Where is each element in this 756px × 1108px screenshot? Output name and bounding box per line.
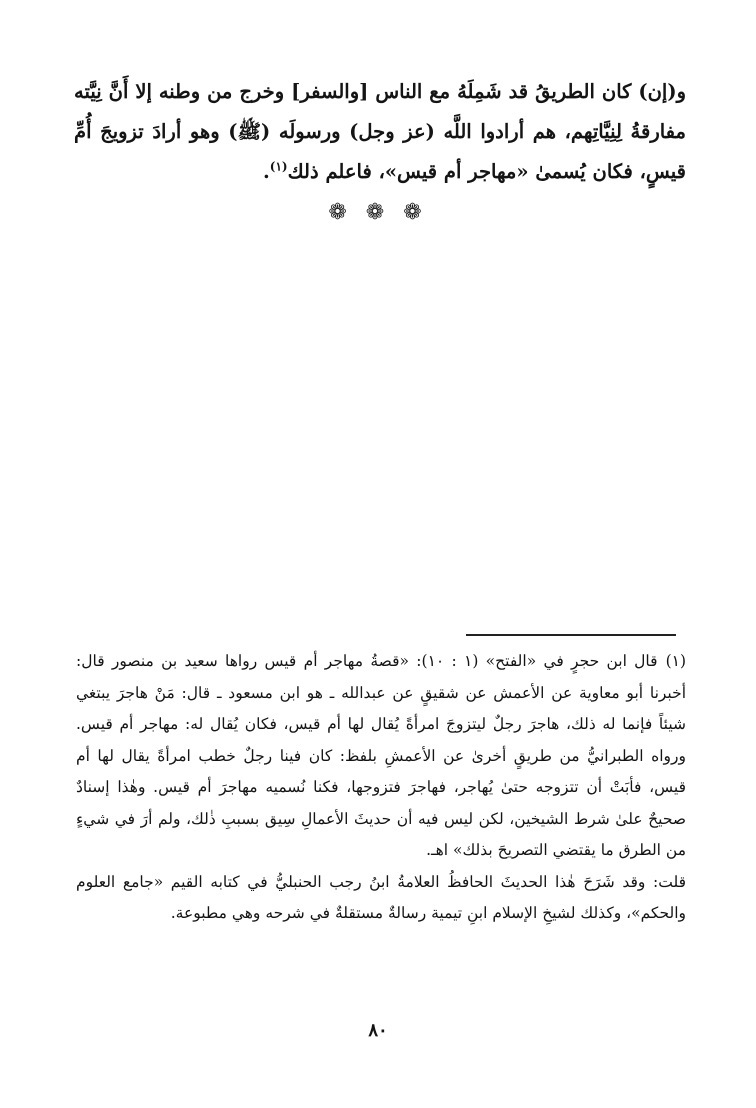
- footnotes-section: [76, 646, 686, 930]
- footnote-text-2: قلت: وقد شَرَحَ هٰذا الحديثَ الحافظُ العلامةُ ابنُ رجب الحنبليُّ في كتابه القيم «جامع العلوم والحكم»، وكذلك لشيخِ الإسلام ابنِ تيمية رسالةٌ مستقلةٌ في شرحه وهي مطبوعة.: [76, 872, 686, 922]
- footnote-paragraph-1: [76, 646, 686, 867]
- section-divider-ornament: ❁ ❁ ❁: [328, 200, 428, 225]
- footnote-number: (١): [665, 652, 687, 670]
- page-number: ٨٠: [368, 1020, 388, 1041]
- main-paragraph: [74, 72, 686, 192]
- footnote-paragraph-2: [76, 867, 686, 930]
- main-paragraph-end: .: [262, 160, 270, 183]
- footnote-text-1: قال ابن حجرٍ في «الفتح» (١ : ١٠): «قصةُ مهاجر أم قيس رواها سعيد بن منصور قال: أخبرنا أبو معاوية عن الأعمش عن شقيقٍ عن عبدالله ـ هو ابن مسعود ـ قال: مَنْ هاجرَ يبتغي شيئاً فإنما له ذلك، هاجرَ رجلٌ ليتزوجَ امرأةً يُقال لها أم قيس، فكان يُقال له: مهاجر أم قيس. ورواه الطبرانيُّ من طريقٍ أخرىٰ عن الأعمشِ بلفظ: كان فينا رجلٌ خطب امرأةً يقال لها أم قيس، فأبَتْ أن تتزوجه حتىٰ يُهاجر، فهاجرَ فتزوجها، فكنا نُسميه مهاجرَ أم قيس. وهٰذا إسنادٌ صحيحٌ علىٰ شرط الشيخين، لكن ليس فيه أن حديثَ الأعمالِ سِيق بسببِ ذٰلك، ولم أرَ في شيءٍ من الطرق ما يقتضي التصريحَ بذلك» اهـ.: [76, 652, 686, 859]
- footnote-reference[interactable]: (١): [269, 159, 288, 174]
- main-paragraph-text: و(إن) كان الطريقُ قد شَمِلَهُ مع الناس [والسفر] وخرج من وطنه إلا أَنَّ نِيَّته مفارقةُ لِنِيَّاتِهم، هم أرادوا اللَّه (عز وجل) ورسولَه (ﷺ) وهو أرادَ تزويجَ أُمِّ قيسٍ، فكان يُسمىٰ «مهاجر أم قيس»، فاعلم ذلك: [74, 80, 686, 183]
- footnote-separator-line: [466, 634, 676, 636]
